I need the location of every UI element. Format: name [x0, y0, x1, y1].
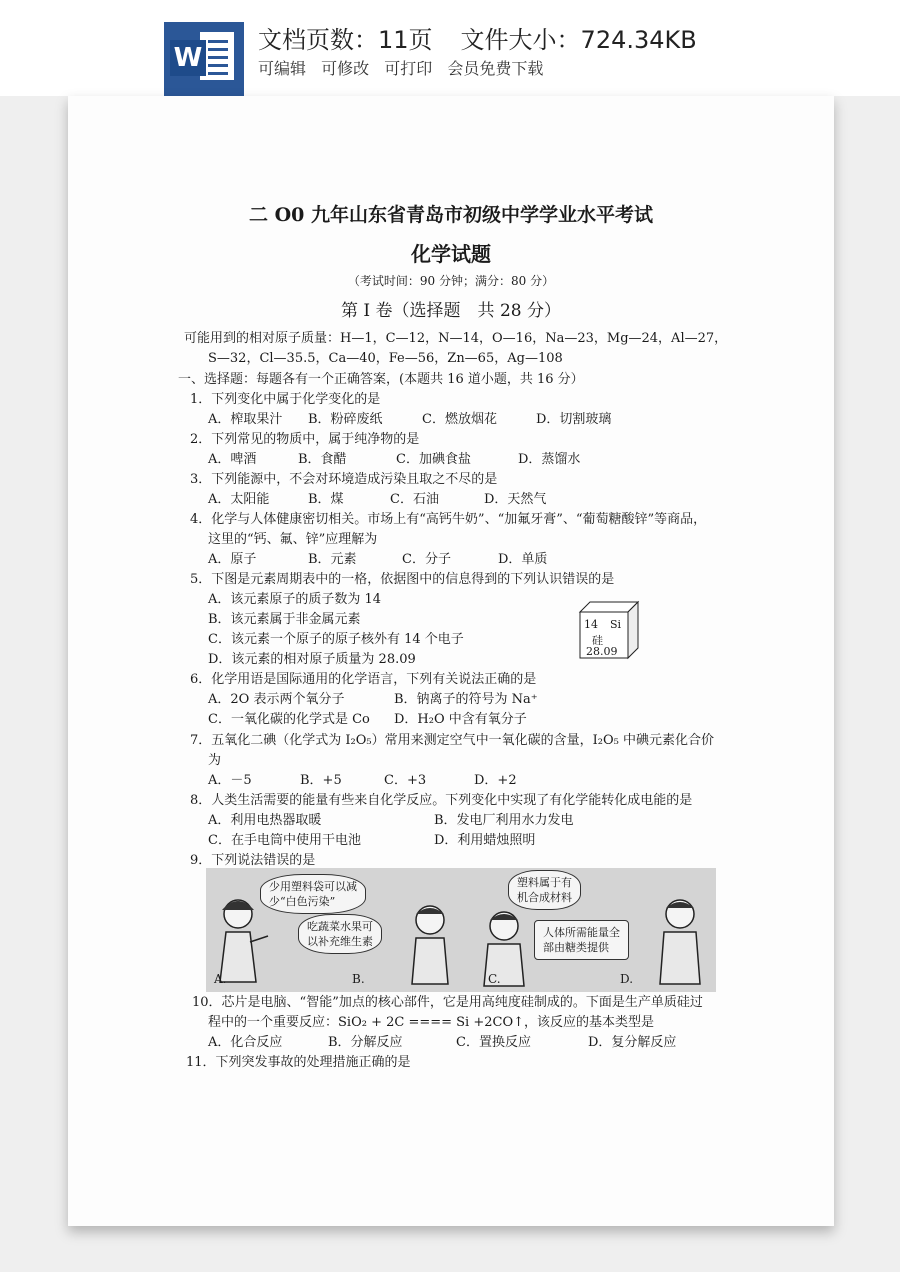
exam-title: 二 O0 九年山东省青岛市初级中学学业水平考试: [248, 204, 653, 226]
q4-stem: 4．化学与人体健康密切相关。市场上有“高钙牛奶”、“加氟牙膏”、“葡萄糖酸锌”等商品，: [190, 512, 707, 527]
q1-option-b: B．粉碎废纸: [308, 412, 383, 427]
q6-stem: 6．化学用语是国际通用的化学语言，下列有关说法正确的是: [190, 672, 537, 687]
exam-time: （考试时间：90 分钟；满分：80 分）: [347, 274, 555, 288]
element-mass: 28.09: [586, 645, 618, 658]
q5-option-d: D．该元素的相对原子质量为 28.09: [208, 652, 416, 667]
q3-stem: 3．下列能源中，不会对环境造成污染且取之不尽的是: [190, 472, 498, 487]
q10-stem-2: 程中的一个重要反应：SiO₂ + 2C ==== Si +2CO↑，该反应的基本类型是: [208, 1015, 654, 1030]
q3-option-b: B．煤: [308, 492, 344, 507]
bubble-b-line-2: 以补充维生素: [307, 935, 373, 948]
q9-cartoon: [206, 868, 716, 992]
q8-stem: 8．人类生活需要的能量有些来自化学反应。下列变化中实现了有化学能转化成电能的是: [190, 793, 693, 808]
q3-option-c: C．石油: [390, 492, 439, 507]
person-d-figure: [652, 892, 708, 988]
q6-option-d: D．H₂O 中含有氧分子: [394, 712, 527, 727]
bubble-d: [534, 920, 629, 960]
q4-stem-2: 这里的“钙、氟、锌”应理解为: [208, 532, 378, 547]
atomic-mass-line-2: S—32，Cl—35.5，Ca—40，Fe—56，Zn—65，Ag—108: [208, 351, 563, 366]
cartoon-label-c: C.: [488, 972, 501, 986]
bubble-b-line-1: 吃蔬菜水果可: [307, 920, 373, 933]
bubble-c: [508, 870, 581, 910]
q1-option-c: C．燃放烟花: [422, 412, 497, 427]
q10-stem: 10．芯片是电脑、“智能”加点的核心部件，它是用高纯度硅制成的。下面是生产单质硅过: [192, 995, 703, 1010]
element-name: 硅: [592, 634, 603, 647]
q5-option-b: B．该元素属于非金属元素: [208, 612, 361, 627]
q7-stem: 7．五氧化二碘（化学式为 I₂O₅）常用来测定空气中一氧化碳的含量，I₂O₅ 中碘元素化合价: [190, 733, 714, 748]
feature-editable: 可编辑: [258, 59, 307, 78]
q10-option-c: C．置换反应: [456, 1035, 531, 1050]
exam-subject: 化学试题: [411, 242, 491, 266]
bubble-a-line-1: 少用塑料袋可以减: [269, 880, 357, 893]
bubble-c-line-2: 机合成材料: [517, 891, 572, 904]
q7-option-c: C．+3: [384, 773, 427, 788]
q6-option-c: C．一氧化碳的化学式是 Co: [208, 712, 370, 727]
q8-option-d: D．利用蜡烛照明: [434, 833, 536, 848]
exam-part: 第 I 卷（选择题 共 28 分）: [341, 301, 561, 321]
q6-option-a: A．2O 表示两个氧分子: [208, 692, 345, 707]
q4-option-c: C．分子: [402, 552, 451, 567]
bubble-d-line-2: 部由糖类提供: [543, 941, 609, 954]
q7-option-b: B．+5: [300, 773, 342, 788]
q2-option-d: D．蒸馏水: [518, 452, 581, 467]
cartoon-label-b: B.: [352, 972, 365, 986]
cartoon-label-a: A.: [214, 972, 227, 986]
bubble-d-line-1: 人体所需能量全: [543, 926, 620, 939]
q2-stem: 2．下列常见的物质中，属于纯净物的是: [190, 432, 420, 447]
q11-stem: 11．下列突发事故的处理措施正确的是: [186, 1055, 411, 1070]
q9-stem: 9．下列说法错误的是: [190, 853, 316, 868]
q4-option-d: D．单质: [498, 552, 548, 567]
q8-option-b: B．发电厂利用水力发电: [434, 813, 574, 828]
file-size: 文件大小：724.34KB: [460, 26, 697, 54]
cartoon-label-d: D.: [620, 972, 634, 986]
q10-option-b: B．分解反应: [328, 1035, 403, 1050]
word-document-icon: [164, 22, 244, 96]
q4-option-a: A．原子: [208, 552, 257, 567]
q1-option-d: D．切割玻璃: [536, 412, 612, 427]
section-heading: 一、选择题：每题各有一个正确答案，(本题共 16 道小题，共 16 分）: [178, 372, 584, 387]
element-symbol: Si: [610, 618, 622, 631]
q10-option-a: A．化合反应: [208, 1035, 283, 1050]
q5-option-c: C．该元素一个原子的原子核外有 14 个电子: [208, 632, 464, 647]
person-b-figure: [402, 898, 458, 988]
q4-option-b: B．元素: [308, 552, 357, 567]
q2-option-b: B．食醋: [298, 452, 347, 467]
q6-option-b: B．钠离子的符号为 Na⁺: [394, 692, 538, 707]
q8-option-a: A．利用电热器取暖: [208, 813, 322, 828]
banner-title: [258, 20, 725, 55]
page-count: 文档页数：11页: [258, 26, 433, 54]
bubble-b: [298, 914, 382, 954]
feature-member-download: 会员免费下载: [447, 59, 544, 78]
banner-features: [258, 56, 553, 79]
download-banner: [0, 0, 900, 96]
bubble-a-line-2: 少“白色污染”: [269, 895, 336, 908]
q7-option-d: D．+2: [474, 773, 517, 788]
q7-stem-2: 为: [208, 753, 222, 768]
atomic-mass-line-1: 可能用到的相对原子质量：H—1，C—12，N—14，O—16，Na—23，Mg—24，Al—27，: [184, 331, 728, 346]
person-c-figure: [476, 906, 532, 990]
bubble-a: [260, 874, 366, 914]
feature-modifiable: 可修改: [321, 59, 370, 78]
element-number: 14: [584, 618, 598, 631]
q1-option-a: A．榨取果汁: [208, 412, 283, 427]
element-tile: [578, 600, 640, 660]
q5-stem: 5．下图是元素周期表中的一格，依据图中的信息得到的下列认识错误的是: [190, 572, 615, 587]
q8-option-c: C．在手电筒中使用干电池: [208, 833, 361, 848]
q7-option-a: A．－5: [208, 773, 252, 788]
q3-option-a: A．太阳能: [208, 492, 270, 507]
feature-printable: 可打印: [384, 59, 433, 78]
q2-option-a: A．啤酒: [208, 452, 257, 467]
q1-stem: 1．下列变化中属于化学变化的是: [190, 392, 381, 407]
q3-option-d: D．天然气: [484, 492, 547, 507]
word-letter: W: [170, 40, 206, 76]
bubble-c-line-1: 塑料属于有: [517, 876, 572, 889]
q2-option-c: C．加碘食盐: [396, 452, 471, 467]
q5-option-a: A．该元素原子的质子数为 14: [208, 592, 382, 607]
q10-option-d: D．复分解反应: [588, 1035, 677, 1050]
document-page: [68, 96, 834, 1226]
